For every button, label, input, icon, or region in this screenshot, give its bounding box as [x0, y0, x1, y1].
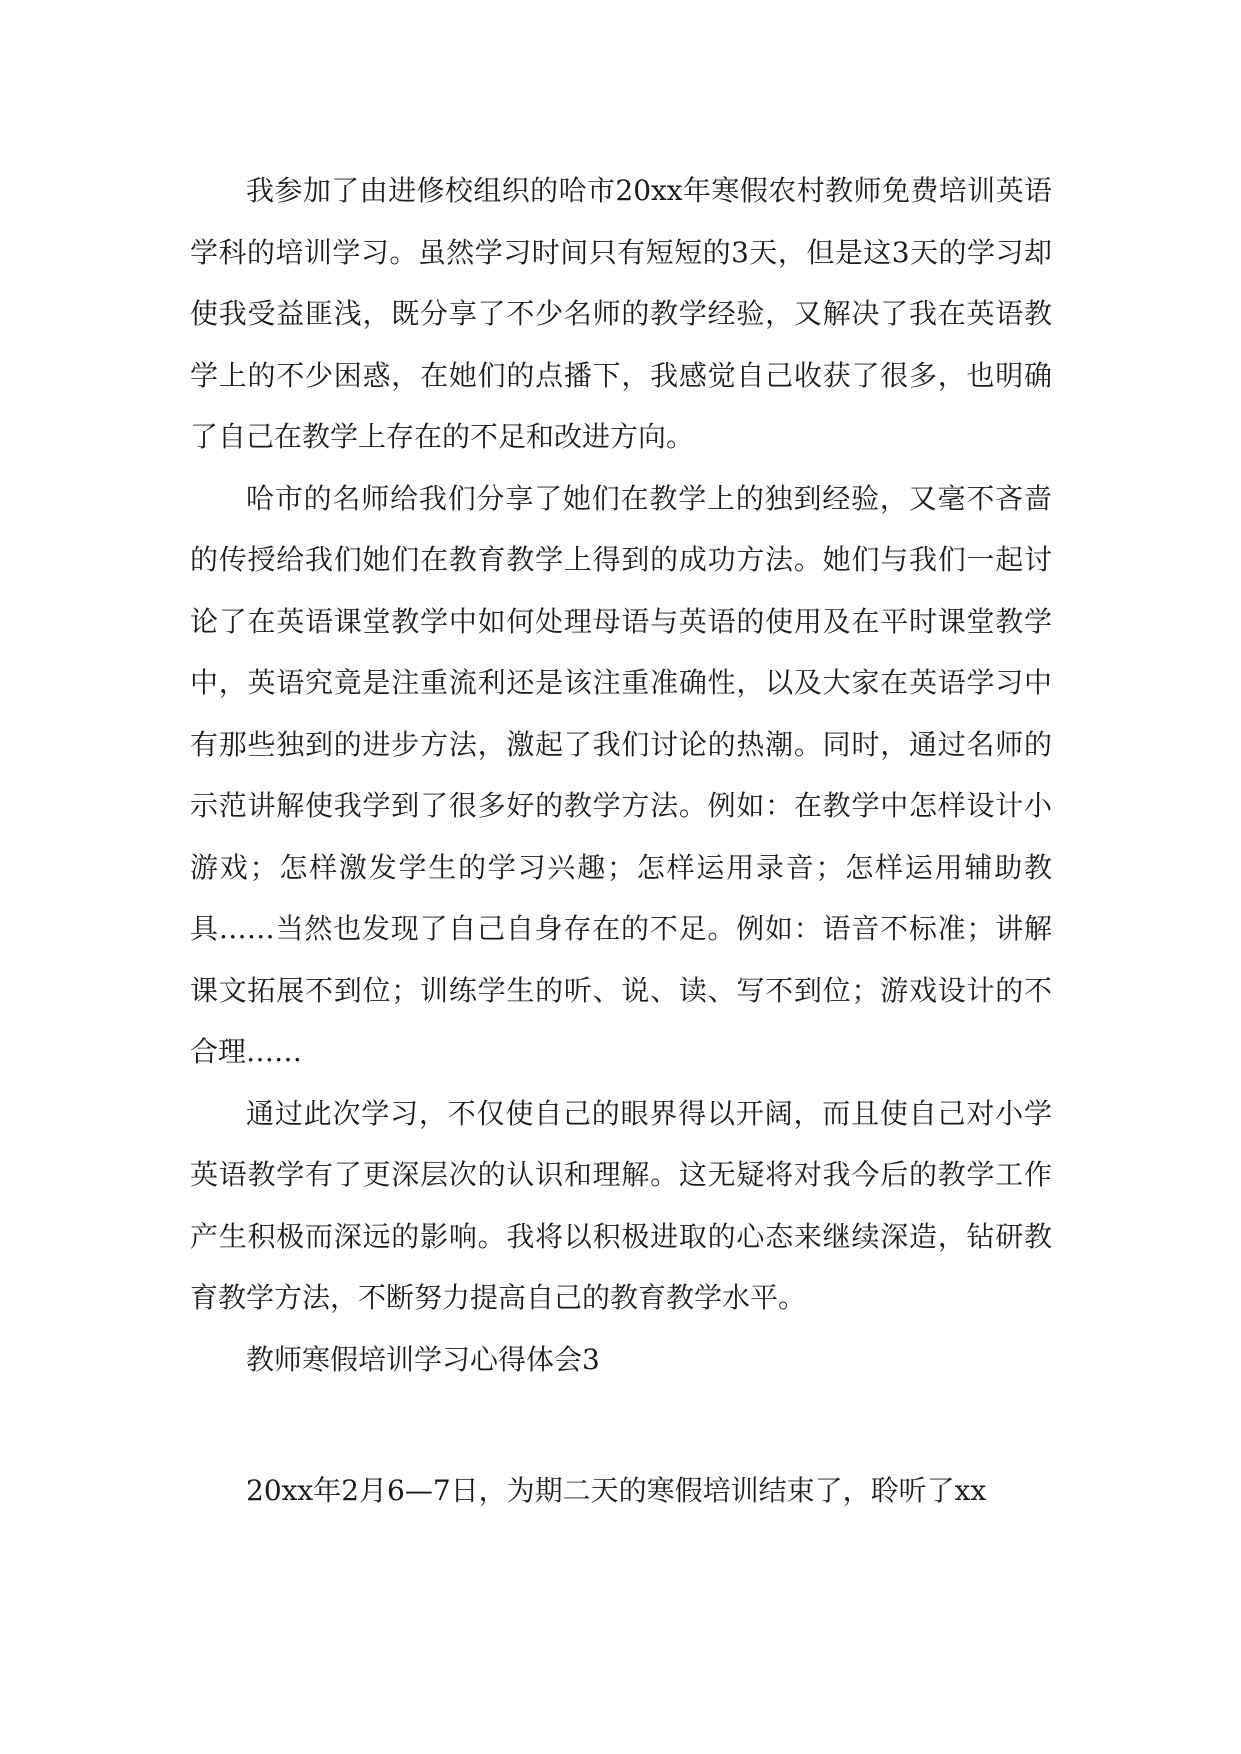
document-body [190, 160, 1052, 1522]
section-heading: 教师寒假培训学习心得体会3 [246, 1342, 600, 1376]
paragraph-2: 哈市的名师给我们分享了她们在教学上的独到经验，又毫不吝啬的传授给我们她们在教育教学上得到的成功方法。她们与我们一起讨论了在英语课堂教学中如何处理母语与英语的使用及在平时课堂教学中，英语究竟是注重流利还是该注重准确性，以及大家在英语学习中有那些独到的进步方法，激起了我们讨论的热潮。同时，通过名师的示范讲解使我学到了很多好的教学方法。例如：在教学中怎样设计小游戏；怎样激发学生的学习兴趣；怎样运用录音；怎样运用辅助教具……当然也发现了自己自身存在的不足。例如：语音不标准；讲解课文拓展不到位；训练学生的听、说、读、写不到位；游戏设计的不合理…… [190, 481, 1052, 1068]
paragraph-3: 通过此次学习，不仅使自己的眼界得以开阔，而且使自己对小学英语教学有了更深层次的认识和理解。这无疑将对我今后的教学工作产生积极而深远的影响。我将以积极进取的心态来继续深造，钻研教育教学方法，不断努力提高自己的教育教学水平。 [190, 1096, 1052, 1314]
paragraph-4: 20xx年2月6—7日，为期二天的寒假培训结束了，聆听了xx [246, 1474, 987, 1507]
paragraph-1: 我参加了由进修校组织的哈市20xx年寒假农村教师免费培训英语学科的培训学习。虽然学习时间只有短短的3天，但是这3天的学习却使我受益匪浅，既分享了不少名师的教学经验，又解决了我在英语教学上的不少困惑，在她们的点播下，我感觉自己收获了很多，也明确了自己在教学上存在的不足和改进方向。 [190, 174, 1052, 453]
